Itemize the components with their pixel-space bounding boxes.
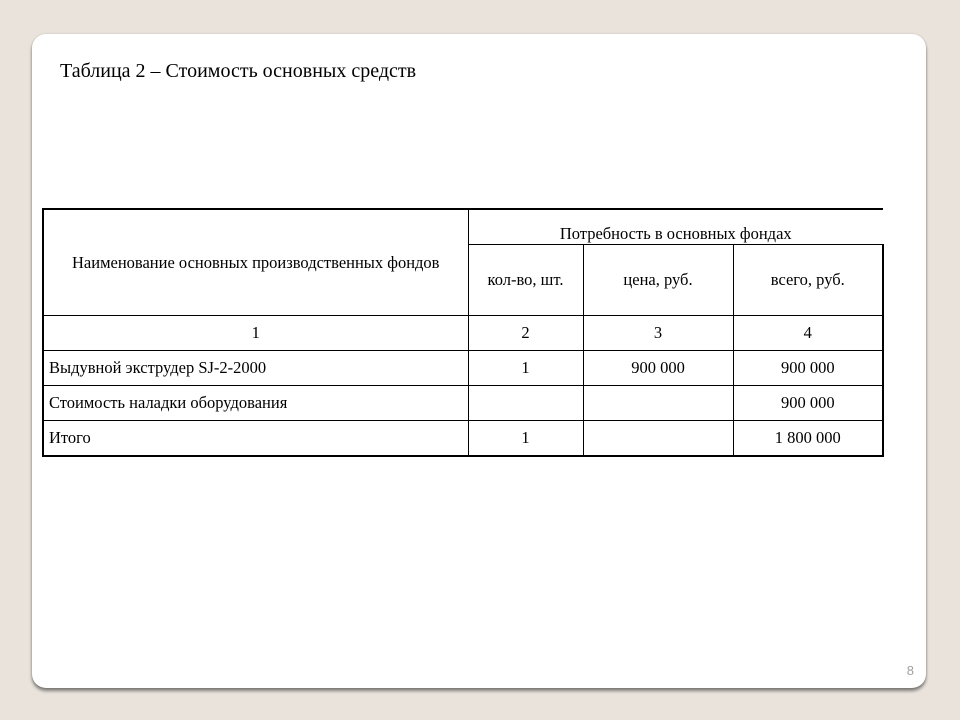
row-total: 1 800 000 xyxy=(733,421,883,457)
numbering-row xyxy=(43,316,883,351)
row-name: Выдувной экструдер SJ-2-2000 xyxy=(43,351,468,386)
table-row xyxy=(43,386,883,421)
numbering-cell: 2 xyxy=(468,316,583,351)
header-name-column: Наименование основных производственных фондов xyxy=(43,209,468,316)
header-price: цена, руб. xyxy=(583,245,733,316)
fixed-assets-cost-table xyxy=(42,208,884,457)
table-row-total xyxy=(43,421,883,457)
row-price xyxy=(583,421,733,457)
row-price: 900 000 xyxy=(583,351,733,386)
row-qty xyxy=(468,386,583,421)
row-total: 900 000 xyxy=(733,351,883,386)
table-caption: Таблица 2 – Стоимость основных средств xyxy=(60,60,417,82)
row-name: Стоимость наладки оборудования xyxy=(43,386,468,421)
page-number: 8 xyxy=(906,663,914,678)
row-qty: 1 xyxy=(468,421,583,457)
row-price xyxy=(583,386,733,421)
row-total: 900 000 xyxy=(733,386,883,421)
row-name: Итого xyxy=(43,421,468,457)
numbering-cell: 1 xyxy=(43,316,468,351)
slide xyxy=(32,34,926,688)
header-group: Потребность в основных фондах xyxy=(468,209,883,245)
numbering-cell: 4 xyxy=(733,316,883,351)
table-row xyxy=(43,351,883,386)
header-qty: кол-во, шт. xyxy=(468,245,583,316)
header-total: всего, руб. xyxy=(733,245,883,316)
row-qty: 1 xyxy=(468,351,583,386)
numbering-cell: 3 xyxy=(583,316,733,351)
